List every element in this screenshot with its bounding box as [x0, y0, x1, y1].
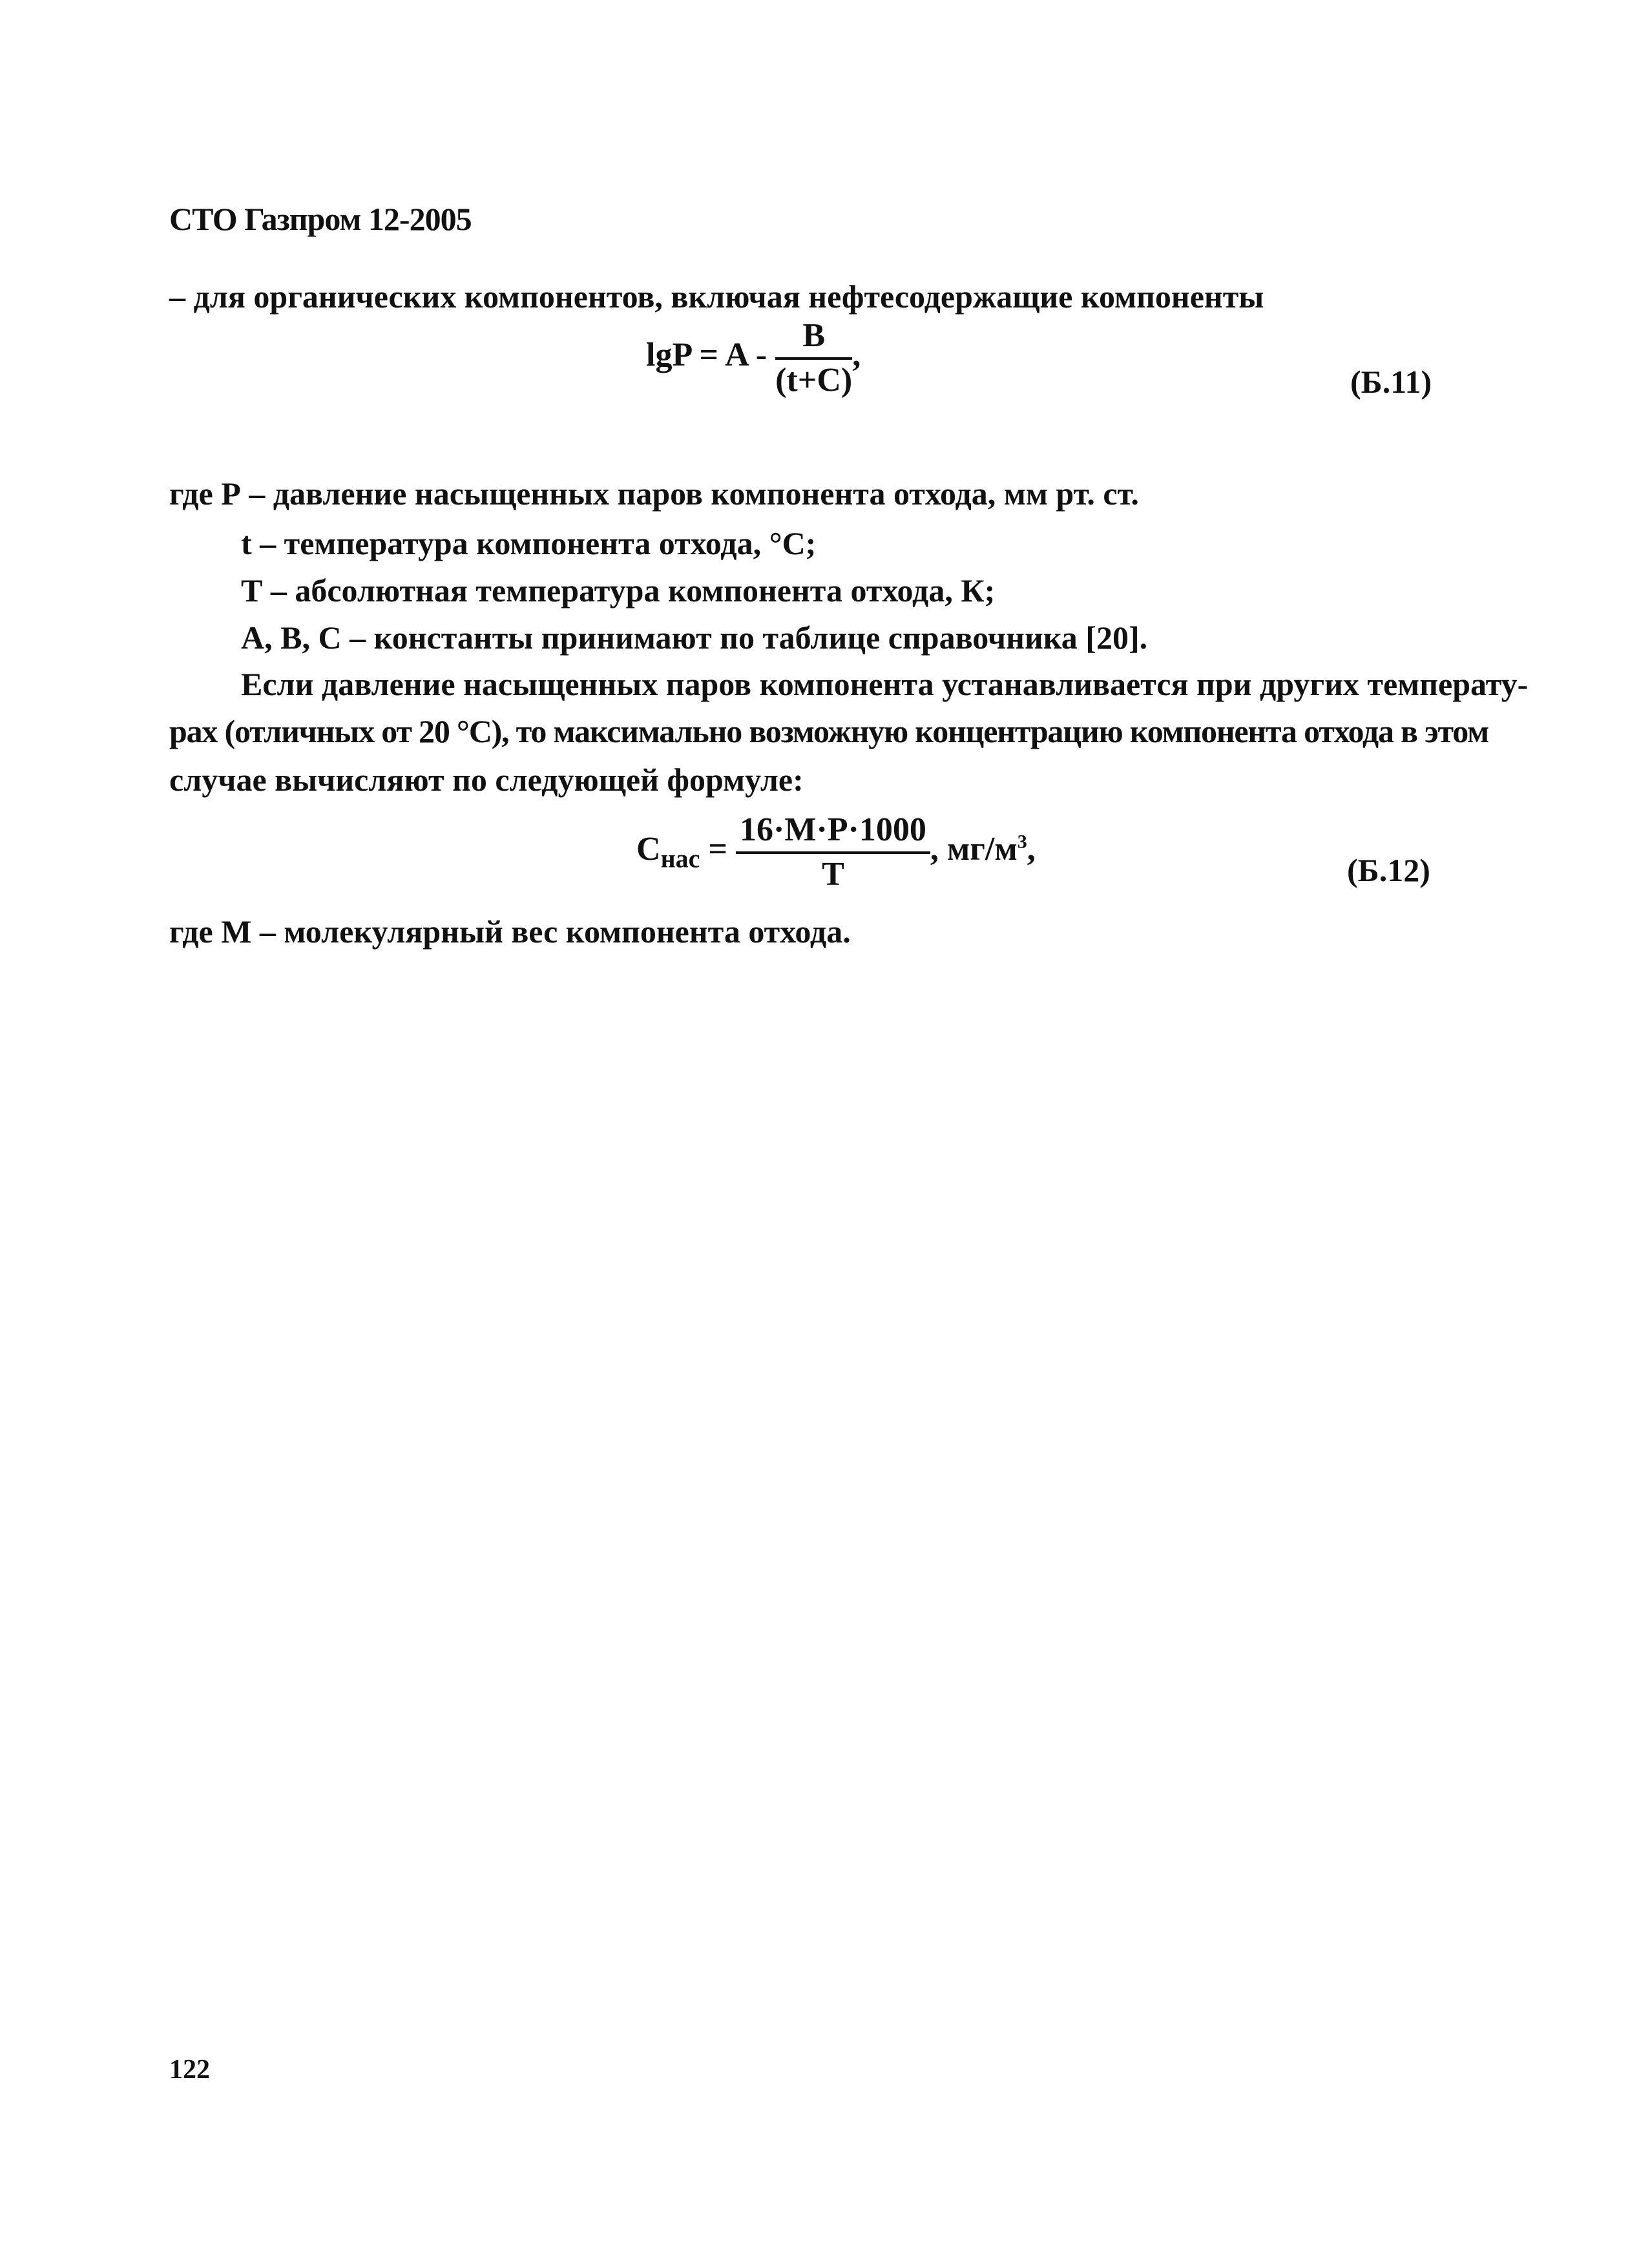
formula-b12-denominator: Т: [822, 856, 844, 893]
formula-b12-numerator: 16·М·Р·1000: [736, 811, 930, 854]
definition-t: t – температура компонента отхода, °С;: [241, 525, 817, 561]
formula-b11-lhs: lgP = A -: [646, 336, 768, 373]
formula-b12-lhs: $С_{нас}$: [636, 830, 700, 873]
paragraph-line-3: случае вычисляют по следующей формуле:: [169, 762, 804, 798]
intro-line: – для органических компонентов, включая нефтесодержащие компоненты: [169, 278, 1264, 315]
page-number: 122: [169, 2055, 210, 2085]
document-header: СТО Газпром 12-2005: [169, 201, 472, 237]
definition-T: Т – абсолютная температура компонента отхода, К;: [241, 572, 996, 609]
formula-b11-denominator: (t+C): [775, 362, 853, 399]
formula-b12-equals: =: [708, 830, 728, 868]
formula-b12-fraction: [736, 811, 930, 893]
formula-b11-fraction: [775, 317, 852, 399]
formula-b11-numerator: B: [775, 317, 852, 360]
formula-b12-unit: , $мг/м^3$,: [930, 830, 1036, 868]
formula-b11: [646, 317, 861, 399]
paragraph-line-2: рах (отличных от 20 °С), то максимально возможную концентрацию компонента отхода в этом: [169, 713, 1488, 749]
definition-abc: А, В, С – константы принимают по таблице справочника [20].: [241, 619, 1148, 656]
paragraph-line-1: Если давление насыщенных паров компонента устанавливается при других температу-: [241, 666, 1529, 702]
formula-b12: [636, 811, 1036, 893]
final-line: где М – молекулярный вес компонента отхода.: [169, 913, 851, 950]
equation-number-b12: (Б.12): [1347, 852, 1430, 888]
formula-b11-trail: ,: [852, 336, 861, 373]
definition-p: где Р – давление насыщенных паров компонента отхода, мм рт. ст.: [169, 475, 1139, 512]
equation-number-b11: (Б.11): [1350, 364, 1432, 400]
